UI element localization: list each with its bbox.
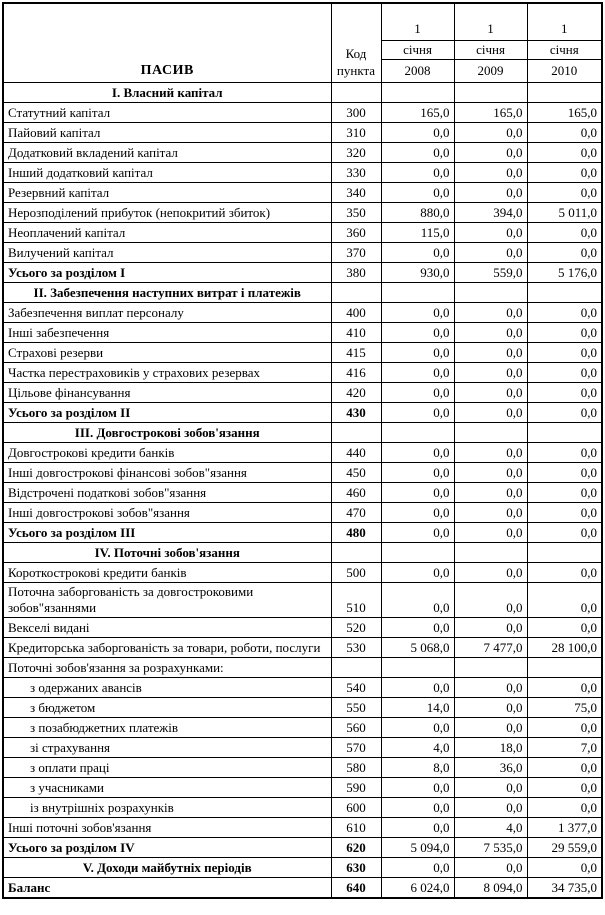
row-value-2: 18,0 bbox=[454, 738, 527, 758]
row-value-1: 5 068,0 bbox=[381, 638, 454, 658]
table-row bbox=[3, 718, 602, 738]
row-code: 560 bbox=[331, 718, 381, 738]
row-value-1: 0,0 bbox=[381, 858, 454, 878]
row-code: 415 bbox=[331, 343, 381, 363]
row-value-2: 0,0 bbox=[454, 503, 527, 523]
row-label: Інші довгострокові зобов"язання bbox=[3, 503, 331, 523]
row-value-1: 0,0 bbox=[381, 798, 454, 818]
row-value-2: 0,0 bbox=[454, 123, 527, 143]
table-row bbox=[3, 283, 602, 303]
row-value-2: 0,0 bbox=[454, 718, 527, 738]
row-value-3: 0,0 bbox=[527, 123, 602, 143]
row-value-1: 0,0 bbox=[381, 583, 454, 618]
table-row bbox=[3, 143, 602, 163]
row-label: V. Доходи майбутніх періодів bbox=[3, 858, 331, 878]
row-value-1: 0,0 bbox=[381, 303, 454, 323]
table-body bbox=[3, 83, 602, 899]
row-value-1: 8,0 bbox=[381, 758, 454, 778]
row-value-3: 0,0 bbox=[527, 503, 602, 523]
row-label: Поточна заборгованість за довгостроковими зобов"язаннями bbox=[3, 583, 331, 618]
row-value-2: 0,0 bbox=[454, 798, 527, 818]
row-value-1: 0,0 bbox=[381, 183, 454, 203]
row-value-2 bbox=[454, 83, 527, 103]
row-value-3: 5 011,0 bbox=[527, 203, 602, 223]
row-code: 400 bbox=[331, 303, 381, 323]
table-row bbox=[3, 383, 602, 403]
row-value-1: 0,0 bbox=[381, 343, 454, 363]
row-value-2: 0,0 bbox=[454, 343, 527, 363]
row-code: 360 bbox=[331, 223, 381, 243]
row-label: Цільове фінансування bbox=[3, 383, 331, 403]
row-code: 340 bbox=[331, 183, 381, 203]
row-code: 640 bbox=[331, 878, 381, 899]
row-code: 450 bbox=[331, 463, 381, 483]
row-value-2: 0,0 bbox=[454, 858, 527, 878]
row-label: з бюджетом bbox=[3, 698, 331, 718]
row-value-1: 5 094,0 bbox=[381, 838, 454, 858]
table-row bbox=[3, 698, 602, 718]
table-row bbox=[3, 583, 602, 618]
row-value-2: 0,0 bbox=[454, 778, 527, 798]
row-value-2: 4,0 bbox=[454, 818, 527, 838]
code-header-line2: пункта bbox=[336, 63, 376, 78]
row-code: 420 bbox=[331, 383, 381, 403]
row-label: Усього за розділом I bbox=[3, 263, 331, 283]
table-row bbox=[3, 203, 602, 223]
row-value-2: 559,0 bbox=[454, 263, 527, 283]
row-value-2: 0,0 bbox=[454, 223, 527, 243]
row-value-3: 0,0 bbox=[527, 403, 602, 423]
table-row bbox=[3, 658, 602, 678]
row-value-1: 0,0 bbox=[381, 718, 454, 738]
row-value-3: 0,0 bbox=[527, 523, 602, 543]
table-row bbox=[3, 163, 602, 183]
row-value-1: 0,0 bbox=[381, 503, 454, 523]
row-label: Інші поточні зобов'язання bbox=[3, 818, 331, 838]
table-row bbox=[3, 818, 602, 838]
row-code: 620 bbox=[331, 838, 381, 858]
row-value-2: 7 477,0 bbox=[454, 638, 527, 658]
row-value-3: 0,0 bbox=[527, 323, 602, 343]
row-label: Відстрочені податкові зобов"язання bbox=[3, 483, 331, 503]
table-row bbox=[3, 523, 602, 543]
row-code: 610 bbox=[331, 818, 381, 838]
row-value-2: 0,0 bbox=[454, 463, 527, 483]
code-column-header bbox=[331, 3, 381, 83]
row-code: 320 bbox=[331, 143, 381, 163]
balance-sheet-table bbox=[2, 2, 603, 899]
table-row bbox=[3, 618, 602, 638]
row-value-2: 0,0 bbox=[454, 698, 527, 718]
row-value-3: 0,0 bbox=[527, 363, 602, 383]
period-2-year: 2009 bbox=[454, 60, 527, 83]
row-value-1: 0,0 bbox=[381, 163, 454, 183]
row-value-1: 0,0 bbox=[381, 523, 454, 543]
row-value-2 bbox=[454, 423, 527, 443]
row-value-3: 0,0 bbox=[527, 223, 602, 243]
row-label: зі страхування bbox=[3, 738, 331, 758]
row-label: з позабюджетних платежів bbox=[3, 718, 331, 738]
table-row bbox=[3, 443, 602, 463]
table-row bbox=[3, 543, 602, 563]
row-value-3: 0,0 bbox=[527, 563, 602, 583]
table-row bbox=[3, 758, 602, 778]
row-label: IV. Поточні зобов'язання bbox=[3, 543, 331, 563]
row-label: з оплати праці bbox=[3, 758, 331, 778]
table-row bbox=[3, 403, 602, 423]
row-label: Пайовий капітал bbox=[3, 123, 331, 143]
row-code: 300 bbox=[331, 103, 381, 123]
table-row bbox=[3, 223, 602, 243]
row-code: 460 bbox=[331, 483, 381, 503]
table-row bbox=[3, 303, 602, 323]
row-value-2: 0,0 bbox=[454, 383, 527, 403]
row-value-1: 880,0 bbox=[381, 203, 454, 223]
row-code: 310 bbox=[331, 123, 381, 143]
row-label: з одержаних авансів bbox=[3, 678, 331, 698]
row-code: 550 bbox=[331, 698, 381, 718]
table-row bbox=[3, 463, 602, 483]
row-value-2: 394,0 bbox=[454, 203, 527, 223]
table-row bbox=[3, 503, 602, 523]
row-code: 540 bbox=[331, 678, 381, 698]
row-value-2: 0,0 bbox=[454, 163, 527, 183]
row-value-1: 0,0 bbox=[381, 403, 454, 423]
row-code: 370 bbox=[331, 243, 381, 263]
row-value-3 bbox=[527, 543, 602, 563]
row-label: Додатковий вкладений капітал bbox=[3, 143, 331, 163]
table-row bbox=[3, 738, 602, 758]
row-value-2: 0,0 bbox=[454, 403, 527, 423]
row-value-3: 0,0 bbox=[527, 718, 602, 738]
row-value-3: 0,0 bbox=[527, 778, 602, 798]
row-value-2: 0,0 bbox=[454, 303, 527, 323]
table-row bbox=[3, 798, 602, 818]
row-value-3: 0,0 bbox=[527, 243, 602, 263]
row-value-2: 0,0 bbox=[454, 443, 527, 463]
row-value-3 bbox=[527, 283, 602, 303]
row-value-2 bbox=[454, 283, 527, 303]
row-value-1: 0,0 bbox=[381, 563, 454, 583]
row-code bbox=[331, 543, 381, 563]
row-code bbox=[331, 423, 381, 443]
row-label: Забезпечення виплат персоналу bbox=[3, 303, 331, 323]
table-title: ПАСИВ bbox=[3, 3, 331, 83]
row-label: Інші забезпечення bbox=[3, 323, 331, 343]
row-value-1 bbox=[381, 283, 454, 303]
row-value-2: 0,0 bbox=[454, 678, 527, 698]
row-value-3 bbox=[527, 83, 602, 103]
row-label: Кредиторська заборгованість за товари, роботи, послуги bbox=[3, 638, 331, 658]
table-row bbox=[3, 678, 602, 698]
period-2-month: січня bbox=[454, 41, 527, 60]
row-value-3: 0,0 bbox=[527, 583, 602, 618]
row-code: 380 bbox=[331, 263, 381, 283]
table-row bbox=[3, 858, 602, 878]
row-label: Вилучений капітал bbox=[3, 243, 331, 263]
row-label: Довгострокові кредити банків bbox=[3, 443, 331, 463]
row-value-2: 0,0 bbox=[454, 143, 527, 163]
table-row bbox=[3, 483, 602, 503]
row-label: III. Довгострокові зобов'язання bbox=[3, 423, 331, 443]
row-value-1 bbox=[381, 83, 454, 103]
row-value-2: 0,0 bbox=[454, 243, 527, 263]
row-value-3: 0,0 bbox=[527, 303, 602, 323]
table-row bbox=[3, 323, 602, 343]
table-row bbox=[3, 103, 602, 123]
row-value-1: 0,0 bbox=[381, 243, 454, 263]
table-row bbox=[3, 563, 602, 583]
row-code bbox=[331, 283, 381, 303]
table-row bbox=[3, 243, 602, 263]
table-row bbox=[3, 878, 602, 899]
row-code: 630 bbox=[331, 858, 381, 878]
period-3-year: 2010 bbox=[527, 60, 602, 83]
row-value-3: 0,0 bbox=[527, 143, 602, 163]
row-value-3: 28 100,0 bbox=[527, 638, 602, 658]
row-value-1: 0,0 bbox=[381, 483, 454, 503]
row-label: Усього за розділом IV bbox=[3, 838, 331, 858]
row-value-2: 8 094,0 bbox=[454, 878, 527, 899]
period-1-year: 2008 bbox=[381, 60, 454, 83]
row-value-1: 6 024,0 bbox=[381, 878, 454, 899]
row-value-3: 0,0 bbox=[527, 798, 602, 818]
row-label: I. Власний капітал bbox=[3, 83, 331, 103]
row-code: 330 bbox=[331, 163, 381, 183]
row-value-3: 0,0 bbox=[527, 483, 602, 503]
row-value-2: 0,0 bbox=[454, 583, 527, 618]
row-label: Неоплачений капітал bbox=[3, 223, 331, 243]
table-row bbox=[3, 363, 602, 383]
row-value-3 bbox=[527, 658, 602, 678]
row-label: Векселі видані bbox=[3, 618, 331, 638]
row-code: 470 bbox=[331, 503, 381, 523]
row-code: 590 bbox=[331, 778, 381, 798]
table-row bbox=[3, 778, 602, 798]
table-row bbox=[3, 123, 602, 143]
row-label: з учасниками bbox=[3, 778, 331, 798]
row-value-2: 0,0 bbox=[454, 563, 527, 583]
row-value-3: 0,0 bbox=[527, 163, 602, 183]
row-value-1: 0,0 bbox=[381, 463, 454, 483]
row-value-1: 0,0 bbox=[381, 678, 454, 698]
row-code: 500 bbox=[331, 563, 381, 583]
table-row bbox=[3, 343, 602, 363]
row-label: Резервний капітал bbox=[3, 183, 331, 203]
row-value-3: 5 176,0 bbox=[527, 263, 602, 283]
row-value-1: 0,0 bbox=[381, 123, 454, 143]
period-2-day: 1 bbox=[454, 3, 527, 41]
row-value-1: 4,0 bbox=[381, 738, 454, 758]
row-value-1 bbox=[381, 543, 454, 563]
row-value-1: 930,0 bbox=[381, 263, 454, 283]
row-code bbox=[331, 83, 381, 103]
row-code: 410 bbox=[331, 323, 381, 343]
row-value-3: 0,0 bbox=[527, 463, 602, 483]
row-value-3: 75,0 bbox=[527, 698, 602, 718]
period-3-day: 1 bbox=[527, 3, 602, 41]
row-value-3: 0,0 bbox=[527, 618, 602, 638]
row-value-3: 0,0 bbox=[527, 443, 602, 463]
row-value-3: 0,0 bbox=[527, 678, 602, 698]
period-1-month: січня bbox=[381, 41, 454, 60]
row-value-2: 0,0 bbox=[454, 363, 527, 383]
row-label: Інший додатковий капітал bbox=[3, 163, 331, 183]
row-code: 580 bbox=[331, 758, 381, 778]
table-row bbox=[3, 83, 602, 103]
table-row bbox=[3, 263, 602, 283]
row-value-1: 0,0 bbox=[381, 363, 454, 383]
row-value-1: 0,0 bbox=[381, 778, 454, 798]
row-label: Страхові резерви bbox=[3, 343, 331, 363]
row-value-2 bbox=[454, 658, 527, 678]
row-value-3: 0,0 bbox=[527, 343, 602, 363]
row-value-3: 34 735,0 bbox=[527, 878, 602, 899]
row-value-3: 0,0 bbox=[527, 383, 602, 403]
row-label: із внутрішніх розрахунків bbox=[3, 798, 331, 818]
table-row bbox=[3, 638, 602, 658]
row-value-1: 14,0 bbox=[381, 698, 454, 718]
row-value-1: 0,0 bbox=[381, 443, 454, 463]
row-value-2: 165,0 bbox=[454, 103, 527, 123]
table-row bbox=[3, 838, 602, 858]
row-label: Статутний капітал bbox=[3, 103, 331, 123]
row-value-1: 0,0 bbox=[381, 143, 454, 163]
row-value-1: 165,0 bbox=[381, 103, 454, 123]
row-value-3: 165,0 bbox=[527, 103, 602, 123]
row-label: Короткострокові кредити банків bbox=[3, 563, 331, 583]
row-label: Усього за розділом III bbox=[3, 523, 331, 543]
row-value-1: 0,0 bbox=[381, 323, 454, 343]
row-value-3 bbox=[527, 423, 602, 443]
row-label: Баланс bbox=[3, 878, 331, 899]
row-value-3: 29 559,0 bbox=[527, 838, 602, 858]
row-code: 416 bbox=[331, 363, 381, 383]
row-value-2: 36,0 bbox=[454, 758, 527, 778]
row-value-3: 0,0 bbox=[527, 758, 602, 778]
code-header-line1: Код bbox=[345, 46, 367, 61]
row-code: 510 bbox=[331, 583, 381, 618]
row-code: 530 bbox=[331, 638, 381, 658]
row-code: 600 bbox=[331, 798, 381, 818]
row-value-1: 0,0 bbox=[381, 618, 454, 638]
row-value-1 bbox=[381, 658, 454, 678]
row-value-1: 0,0 bbox=[381, 383, 454, 403]
row-value-1: 115,0 bbox=[381, 223, 454, 243]
table-header bbox=[3, 3, 602, 83]
row-label: Інші довгострокові фінансові зобов"язання bbox=[3, 463, 331, 483]
row-value-3: 0,0 bbox=[527, 858, 602, 878]
row-value-3: 7,0 bbox=[527, 738, 602, 758]
row-label: Частка перестраховиків у страхових резервах bbox=[3, 363, 331, 383]
row-code: 430 bbox=[331, 403, 381, 423]
row-label: Усього за розділом II bbox=[3, 403, 331, 423]
row-code: 350 bbox=[331, 203, 381, 223]
row-value-1 bbox=[381, 423, 454, 443]
row-label: Нерозподілений прибуток (непокритий збиток) bbox=[3, 203, 331, 223]
row-value-2: 7 535,0 bbox=[454, 838, 527, 858]
table-row bbox=[3, 183, 602, 203]
row-value-2: 0,0 bbox=[454, 523, 527, 543]
row-value-2: 0,0 bbox=[454, 483, 527, 503]
period-3-month: січня bbox=[527, 41, 602, 60]
row-value-2: 0,0 bbox=[454, 323, 527, 343]
row-label: II. Забезпечення наступних витрат і платежів bbox=[3, 283, 331, 303]
row-value-3: 0,0 bbox=[527, 183, 602, 203]
row-value-2 bbox=[454, 543, 527, 563]
table-row bbox=[3, 423, 602, 443]
period-1-day: 1 bbox=[381, 3, 454, 41]
row-label: Поточні зобов'язання за розрахунками: bbox=[3, 658, 331, 678]
row-value-1: 0,0 bbox=[381, 818, 454, 838]
row-value-3: 1 377,0 bbox=[527, 818, 602, 838]
row-value-2: 0,0 bbox=[454, 618, 527, 638]
row-code: 480 bbox=[331, 523, 381, 543]
row-code: 520 bbox=[331, 618, 381, 638]
row-code: 440 bbox=[331, 443, 381, 463]
row-code: 570 bbox=[331, 738, 381, 758]
row-code bbox=[331, 658, 381, 678]
row-value-2: 0,0 bbox=[454, 183, 527, 203]
